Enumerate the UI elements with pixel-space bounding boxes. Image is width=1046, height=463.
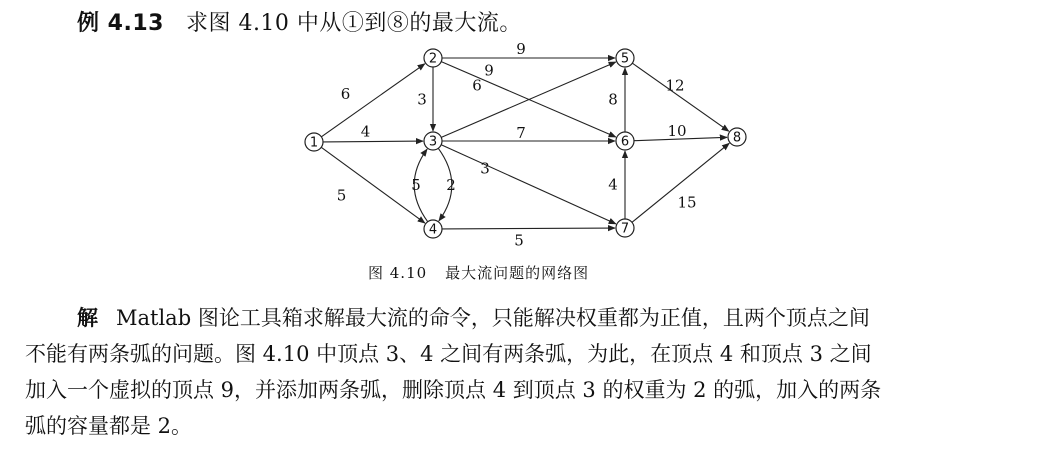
node-1: [305, 133, 323, 151]
capacity-label-7-6: 4: [608, 175, 618, 194]
capacity-label-2-6: 9: [484, 61, 494, 80]
capacity-label-2-5: 9: [516, 40, 526, 58]
node-label-3: 3: [428, 134, 438, 150]
capacity-label-4-7: 5: [514, 231, 524, 250]
solution-paragraph: [25, 300, 1035, 444]
capacity-label-3-7: 3: [480, 159, 490, 178]
capacity-label-1-2: 6: [340, 85, 351, 103]
node-3: [424, 132, 442, 150]
solution-line: 不能有两条弧的问题。图 4.10 中顶点 3、4 之间有两条弧，为此，在顶点 4 和顶点 3 之间: [25, 342, 872, 366]
capacity-label-1-4: 5: [336, 186, 347, 205]
figure-number: 图 4.10: [368, 264, 428, 282]
edge-1-3: [323, 141, 423, 142]
node-7: [616, 219, 634, 237]
capacity-label-5-8: 12: [665, 76, 685, 95]
capacity-label-1-3: 4: [360, 122, 371, 141]
capacity-label-7-8: 15: [677, 193, 697, 212]
edge-4-7: [442, 228, 615, 229]
solution-line: 解 Matlab 图论工具箱求解最大流的命令，只能解决权重都为正值，且两个顶点之间: [77, 305, 870, 330]
capacity-label-3-5: 6: [472, 76, 482, 95]
example-label: 例 4.13: [77, 11, 164, 36]
capacity-label-3-6: 7: [516, 124, 526, 142]
node-label-6: 6: [620, 134, 630, 150]
edge-1-2: [321, 64, 424, 137]
node-8: [728, 128, 746, 146]
node-label-8: 8: [732, 130, 742, 146]
example-heading: [77, 6, 522, 37]
node-label-4: 4: [428, 222, 438, 238]
solution-label: 解: [77, 305, 98, 330]
solution-line: 加入一个虚拟的顶点 9，并添加两条弧，删除顶点 4 到顶点 3 的权重为 2 的弧，加入的两条: [25, 378, 882, 402]
capacity-label-6-8: 10: [667, 122, 687, 140]
figure-title: 最大流问题的网络图: [445, 264, 590, 282]
edge-3-7: [441, 145, 616, 224]
network-figure: [290, 40, 770, 250]
node-4: [424, 220, 442, 238]
node-6: [616, 132, 634, 150]
node-label-2: 2: [428, 51, 438, 67]
network-graph: [290, 40, 770, 250]
figure-caption: [368, 262, 589, 283]
edge-1-4: [321, 147, 425, 223]
node-label-7: 7: [620, 221, 630, 237]
example-question: 求图 4.10 中从①到⑧的最大流。: [185, 11, 522, 36]
solution-line: 弧的容量都是 2。: [25, 414, 193, 438]
node-label-1: 1: [309, 135, 319, 151]
node-5: [616, 49, 634, 67]
capacity-label-2-3: 3: [417, 90, 427, 109]
capacity-label-6-5: 8: [608, 90, 618, 109]
node-label-5: 5: [620, 51, 630, 67]
capacity-label-4-3: 2: [446, 176, 456, 194]
capacity-label-3-4: 5: [411, 176, 421, 194]
node-2: [424, 49, 442, 67]
